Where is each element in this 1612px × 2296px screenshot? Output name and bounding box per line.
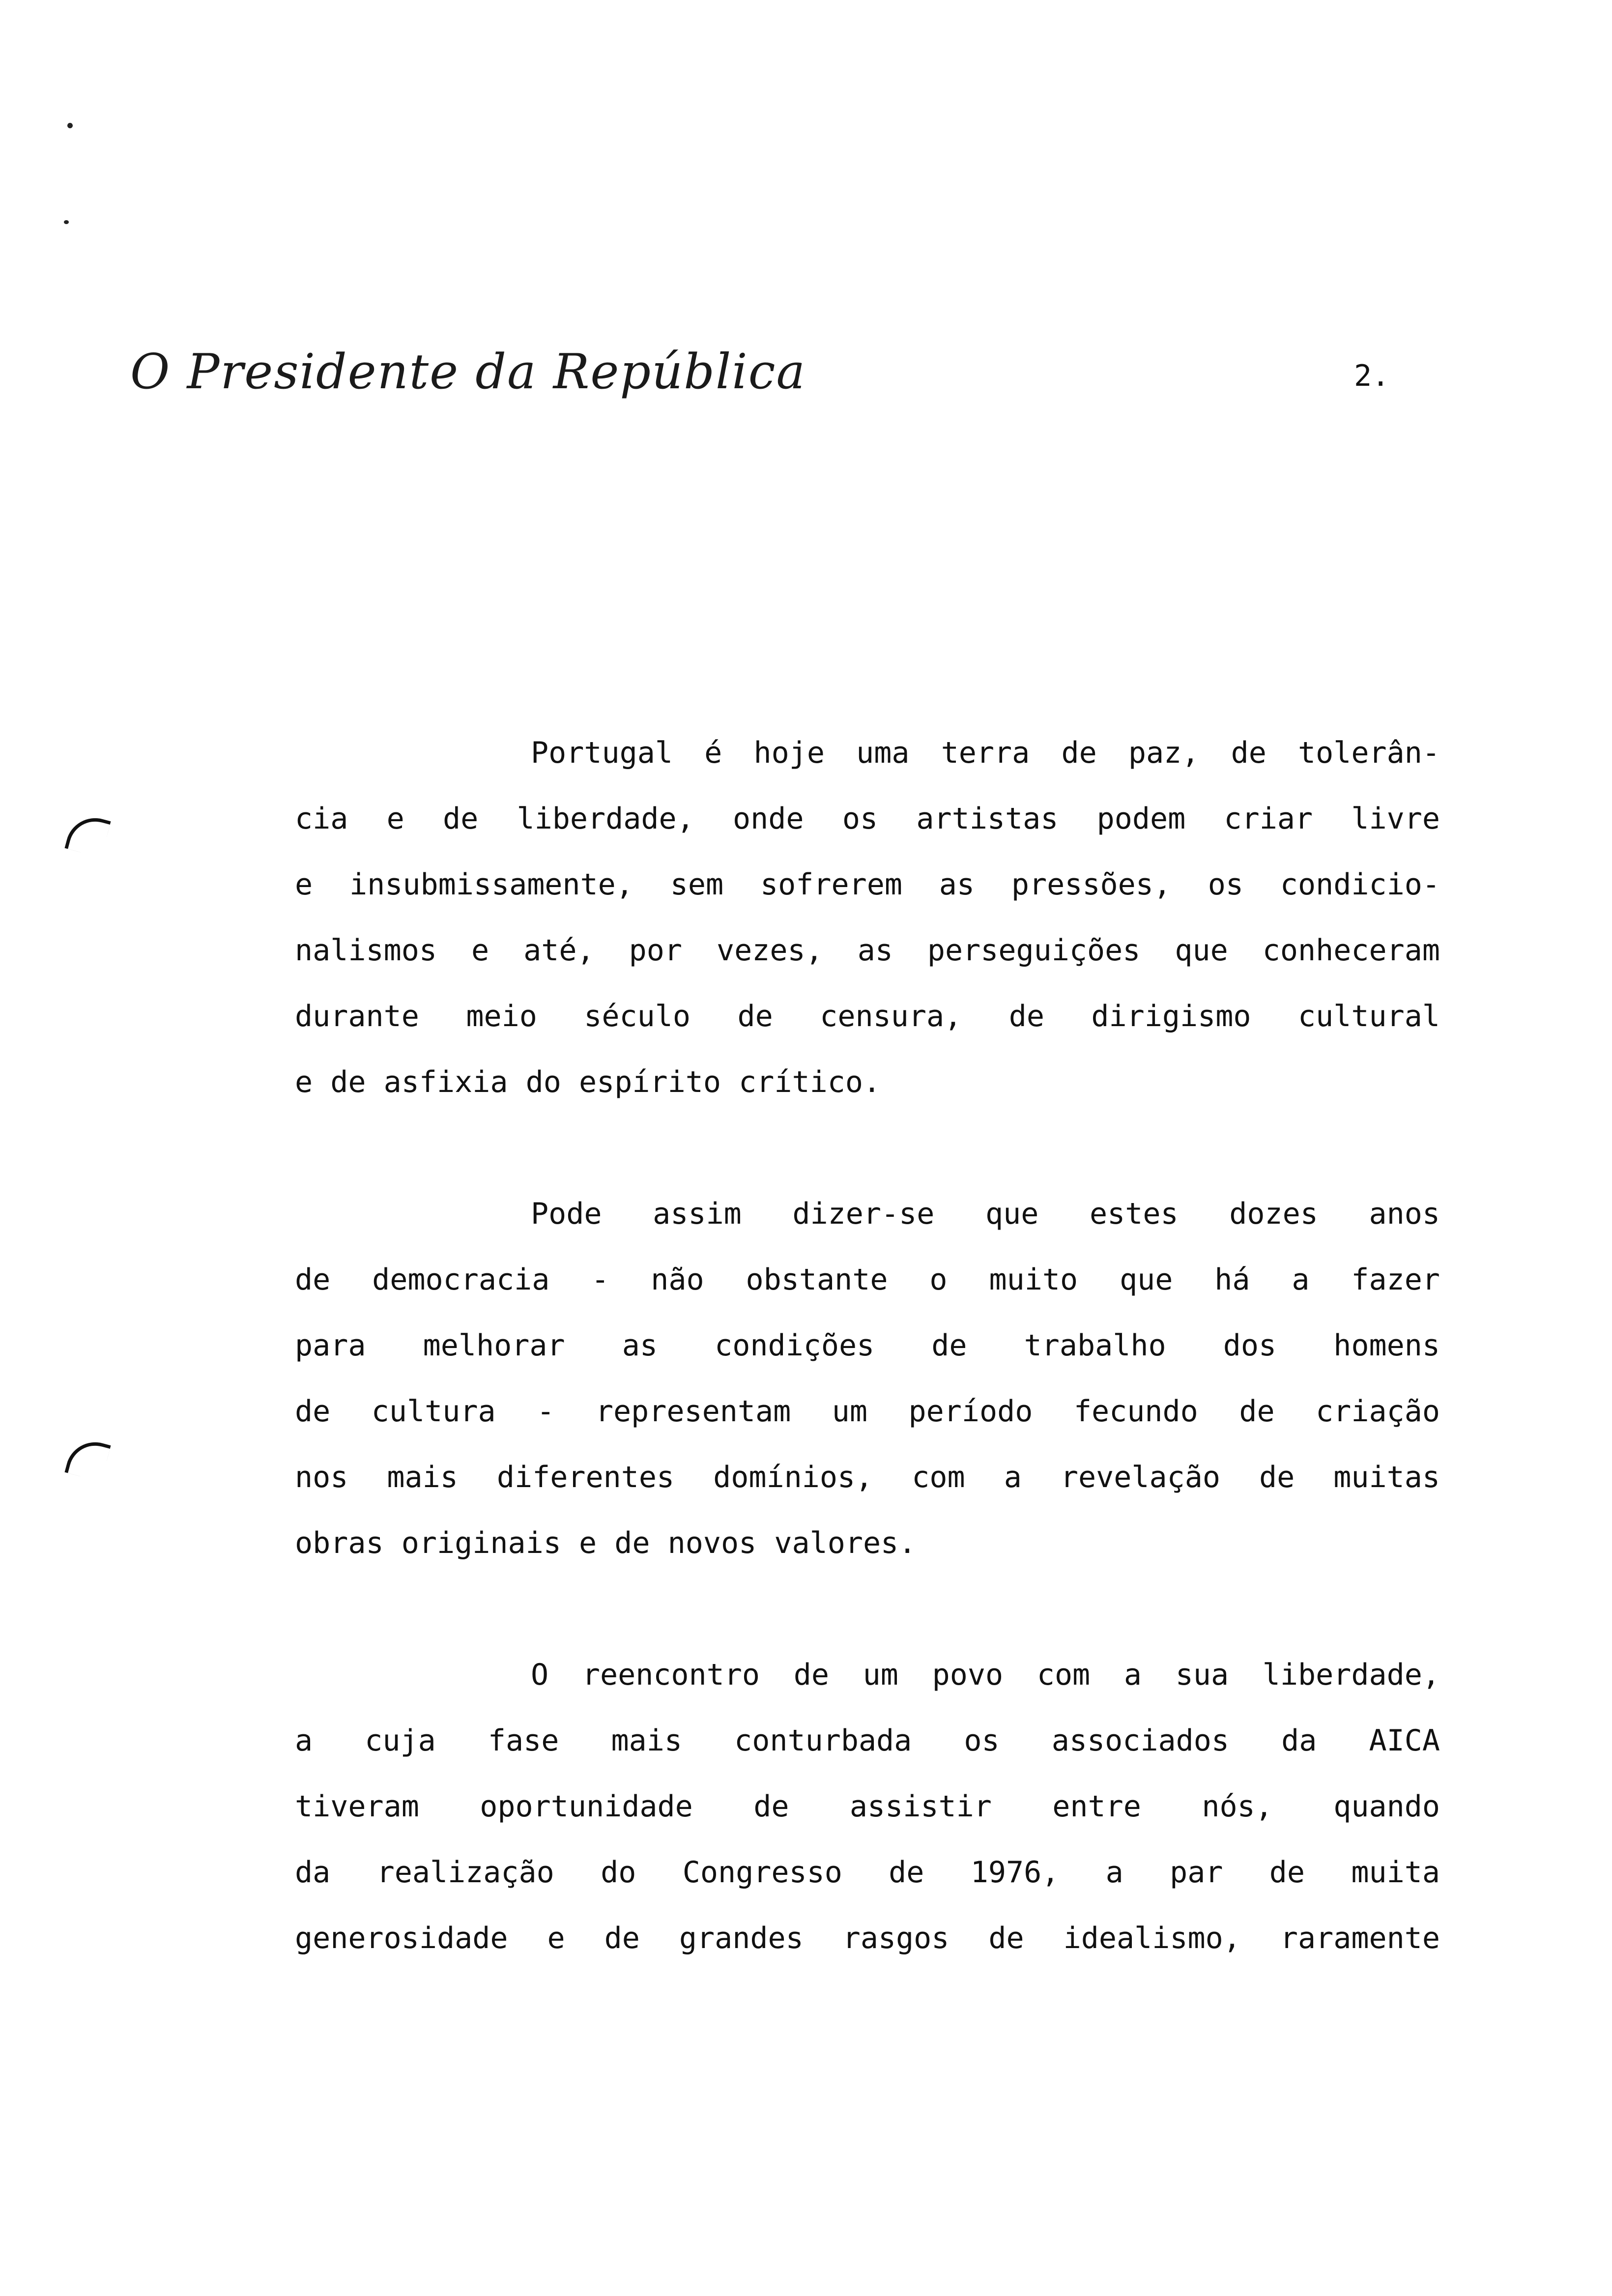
text-line: da realização do Congresso de 1976, a par de muita [295,1855,1440,1890]
text-line: obras originais e de novos valores. [295,1526,917,1560]
text-line: O reencontro de um povo com a sua liberdade, [531,1658,1440,1692]
margin-bracket-mark [64,811,111,858]
paragraph [295,1181,1440,1576]
page-number: 2. [1354,359,1390,393]
text-line: e insubmissamente, sem sofrerem as pressões, os condicio- [295,867,1440,902]
text-line: de cultura - representam um período fecundo de criação [295,1394,1440,1429]
text-line: nos mais diferentes domínios, com a revelação de muitas [295,1460,1440,1494]
body-text [295,720,1440,2037]
text-line: e de asfixia do espírito crítico. [295,1065,881,1099]
text-line: Pode assim dizer-se que estes dozes anos [531,1197,1440,1231]
text-line: cia e de liberdade, onde os artistas podem criar livre [295,802,1440,836]
text-line: tiveram oportunidade de assistir entre nós, quando [295,1789,1440,1824]
margin-bracket-mark [64,1435,111,1482]
margin-dot [64,220,69,224]
text-line: a cuja fase mais conturbada os associados da AICA [295,1723,1440,1758]
text-line: durante meio século de censura, de dirigismo cultural [295,999,1440,1033]
paragraph [295,720,1440,1115]
text-line: Portugal é hoje uma terra de paz, de tolerân- [531,736,1440,770]
text-line: de democracia - não obstante o muito que há a fazer [295,1263,1440,1297]
margin-dot [67,123,73,128]
paragraph [295,1642,1440,1971]
letterhead-title: O Presidente da República [130,344,806,400]
text-line: generosidade e de grandes rasgos de idealismo, raramente [295,1921,1440,1955]
text-line: nalismos e até, por vezes, as perseguições que conheceram [295,933,1440,968]
text-line: para melhorar as condições de trabalho dos homens [295,1328,1440,1363]
